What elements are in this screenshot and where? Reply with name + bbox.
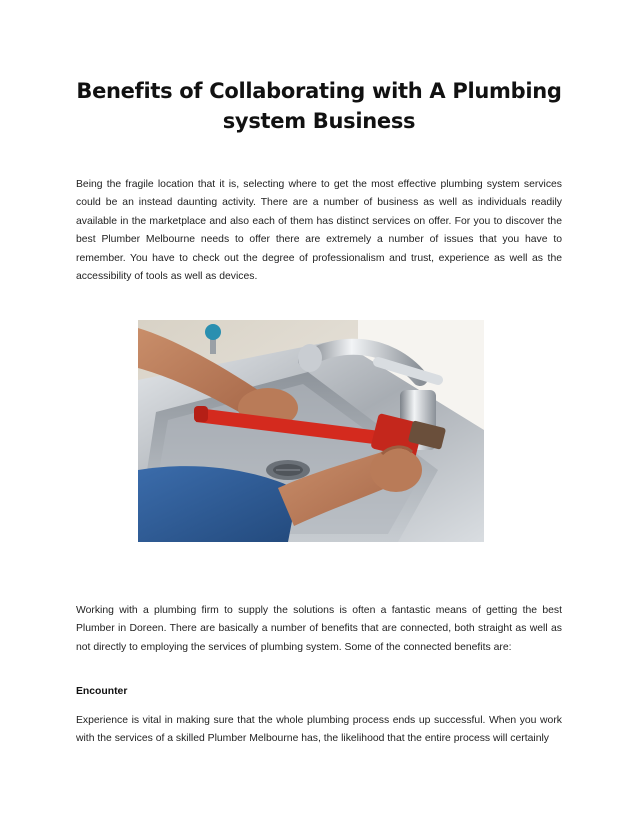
section-heading-encounter: Encounter — [76, 686, 128, 697]
plumber-photo-illustration — [138, 320, 484, 542]
experience-paragraph: Experience is vital in making sure that the whole plumbing process ends up successful. When you work with the services of a skilled Plumber Melbourne has, the likelihood that the entire process will certainly — [76, 715, 562, 745]
page-title: Benefits of Collaborating with A Plumbing system Business — [76, 79, 562, 133]
plumber-photo — [138, 320, 484, 542]
benefits-paragraph: Working with a plumbing firm to supply the solutions is often a fantastic means of getting the best Plumber in Doreen. There are basically a number of benefits that are connected, both straight as well as not directly to employing the services of plumbing system. Some of the connected benefits are: — [76, 605, 562, 653]
intro-paragraph: Being the fragile location that it is, selecting where to get the most effective plumbing system services could be an instead daunting activity. There are a number of business as well as individuals readily available in the marketplace and also each of them has distinct services on offer. For you to discover the best Plumber Melbourne needs to offer there are extremely a number of issues that you have to remember. You have to check out the degree of professionalism and trust, experience as well as the accessibility of tools as well as devices. — [76, 179, 562, 283]
